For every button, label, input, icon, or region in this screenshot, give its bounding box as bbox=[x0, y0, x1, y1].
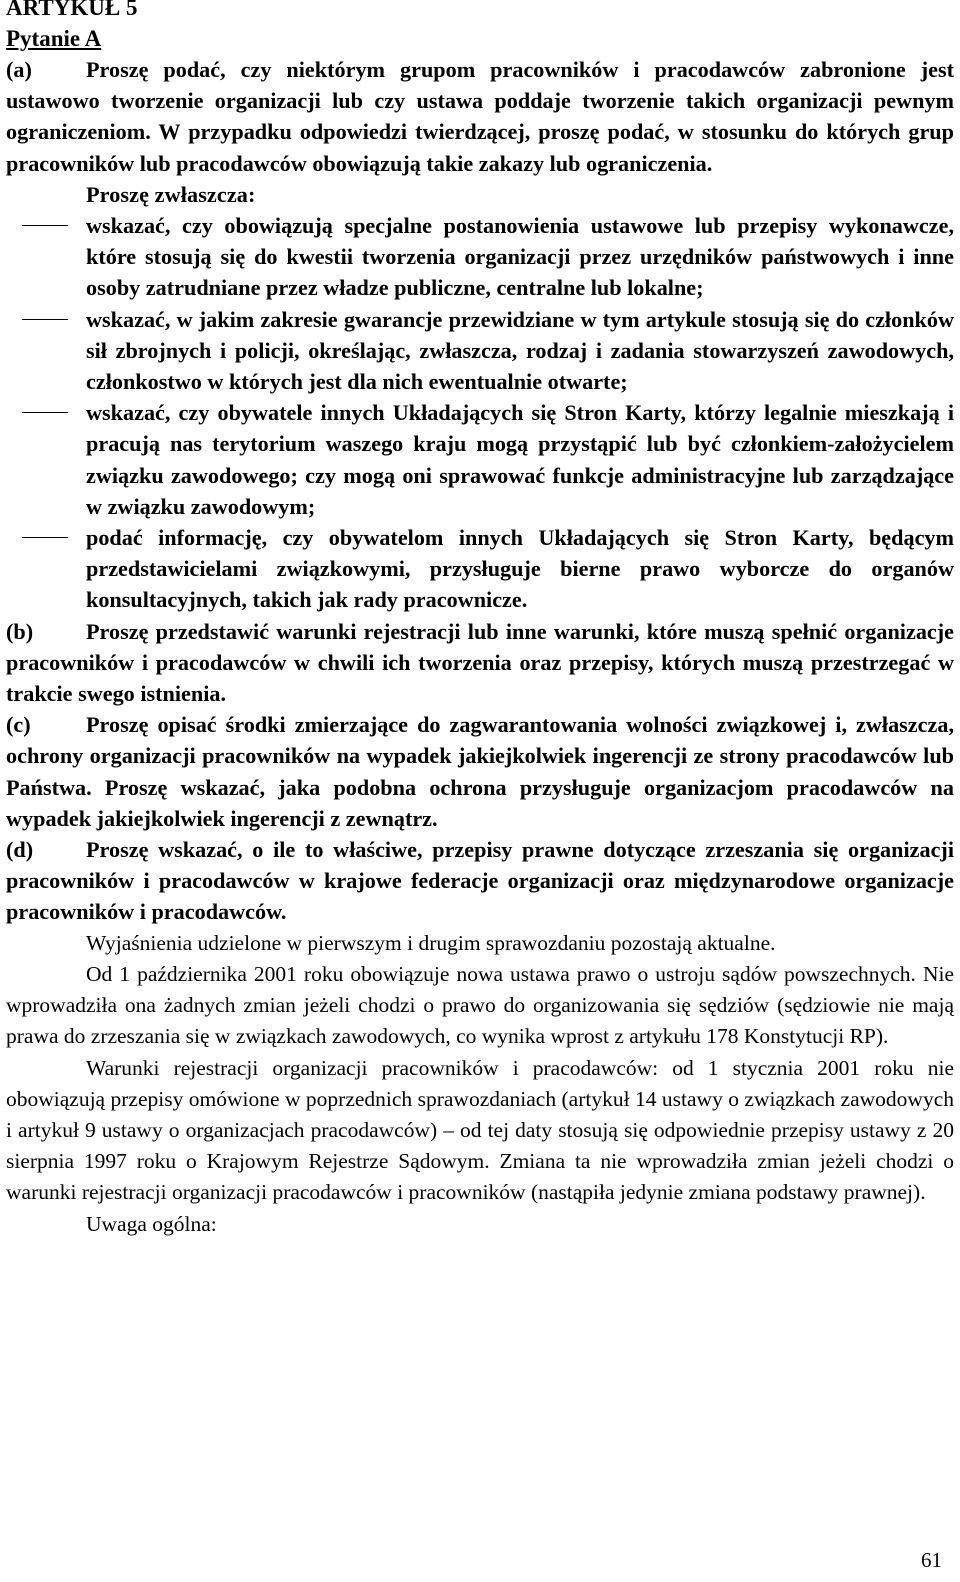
list-item bbox=[6, 210, 954, 304]
list-item bbox=[6, 397, 954, 522]
part-d-question bbox=[6, 834, 954, 928]
page-number: 61 bbox=[921, 1548, 942, 1572]
part-b-text: Proszę przedstawić warunki rejestracji lub inne warunki, które muszą spełnić organizacje pracowników i pracodawców w chwili ich tworzenia oraz przepisy, których muszą przestrzegać w trakcie swego istnienia. bbox=[6, 618, 954, 707]
part-d-text: Proszę wskazać, o ile to właściwe, przepisy prawne dotyczące zrzeszania się organizacji pracowników i pracodawców w krajowe federacje organizacji oraz międzynarodowe organizacje pracowników i pracodawców. bbox=[6, 837, 954, 925]
part-a-text: Proszę podać, czy niektórym grupom pracowników i pracodawców zabronione jest ustawowo tworzenie organizacji lub czy ustawa poddaje tworzenie takich organizacji pewnym ograniczeniom. W przypadku odpowiedzi twierdzącej, proszę podać, w stosunku do których grup pracowników lub pracodawców obowiązują takie zakazy lub ograniczenia. bbox=[6, 57, 954, 176]
dash-marker bbox=[22, 225, 68, 226]
answer-paragraph: Wyjaśnienia udzielone w pierwszym i drugim sprawozdaniu pozostają aktualne. bbox=[86, 930, 776, 955]
part-b-label: (b) bbox=[6, 618, 34, 644]
part-d-label: (d) bbox=[6, 837, 34, 863]
document-page bbox=[6, 0, 954, 1240]
part-a-question bbox=[6, 54, 954, 179]
question-title: Pytanie A bbox=[6, 26, 102, 51]
dash-marker bbox=[22, 412, 68, 413]
part-c-label: (c) bbox=[6, 712, 31, 738]
list-item bbox=[6, 304, 954, 398]
list-item-text: podać informację, czy obywatelom innych Układających się Stron Karty, będącym przedstawicielami związkowymi, przysługuje bierne prawo wyborcze do organów konsultacyjnych, takich jak rady pracownicze. bbox=[86, 525, 954, 613]
dash-marker bbox=[22, 537, 68, 538]
part-b-question bbox=[6, 616, 954, 710]
part-c-text: Proszę opisać środki zmierzające do zagwarantowania wolności związkowej i, zwłaszcza, ochrony organizacji pracowników na wypadek jakiejkolwiek ingerencji ze strony pracodawców lub Państwa. Proszę wskazać, jaka podobna ochrona przysługuje organizacjom pracodawców na wypadek jakiejkolwiek ingerencji z zewnątrz. bbox=[6, 712, 954, 831]
list-item-text: wskazać, czy obowiązują specjalne postanowienia ustawowe lub przepisy wykonawcze, które stosują się do kwestii tworzenia organizacji przez urzędników państwowych i inne osoby zatrudniane przez władze publiczne, centralne lub lokalne; bbox=[86, 213, 954, 301]
part-c-question bbox=[6, 709, 954, 834]
list-item bbox=[6, 522, 954, 616]
list-item-text: wskazać, czy obywatele innych Układających się Stron Karty, którzy legalnie mieszkają i pracują nas terytorium waszego kraju mogą przystąpić lub być członkiem-założycielem związku zawodowego; czy mogą oni sprawować funkcje administracyjne lub zarządzające w związku zawodowym; bbox=[86, 400, 954, 519]
part-a-label: (a) bbox=[6, 57, 32, 82]
article-title: ARTYKUŁ 5 bbox=[6, 0, 138, 20]
part-a-intro: Proszę zwłaszcza: bbox=[86, 181, 256, 207]
answer-paragraph: Od 1 października 2001 roku obowiązuje nowa ustawa prawo o ustroju sądów powszechnych. Nie wprowadziła ona żadnych zmian jeżeli chodzi o prawo do organizowania się sędziów (sędziowie nie mają prawa do zrzeszania się w związkach zawodowych, co wynika wprost z artykułu 178 Konstytucji RP). bbox=[6, 961, 954, 1049]
answer-paragraph: Uwaga ogólna: bbox=[86, 1211, 217, 1236]
list-item-text: wskazać, w jakim zakresie gwarancje przewidziane w tym artykule stosują się do członków sił zbrojnych i policji, określając, zwłaszcza, rodzaj i zadania stowarzyszeń zawodowych, członkostwo w których jest dla nich ewentualnie otwarte; bbox=[86, 306, 954, 395]
part-a-bullet-list bbox=[6, 210, 954, 616]
answer-paragraph: Warunki rejestracji organizacji pracowników i pracodawców: od 1 stycznia 2001 roku nie obowiązują przepisy omówione w poprzednich sprawozdaniach (artykuł 14 ustawy o związkach zawodowych i artykuł 9 ustawy o organizacjach pracodawców) – od tej daty stosują się odpowiednie przepisy ustawy z 20 sierpnia 1997 roku o Krajowym Rejestrze Sądowym. Zmiana ta nie wprowadziła zmian jeżeli chodzi o warunki rejestracji organizacji pracodawców i pracowników (nastąpiła jedynie zmiana podstawy prawnej). bbox=[6, 1055, 954, 1205]
dash-marker bbox=[22, 319, 68, 320]
